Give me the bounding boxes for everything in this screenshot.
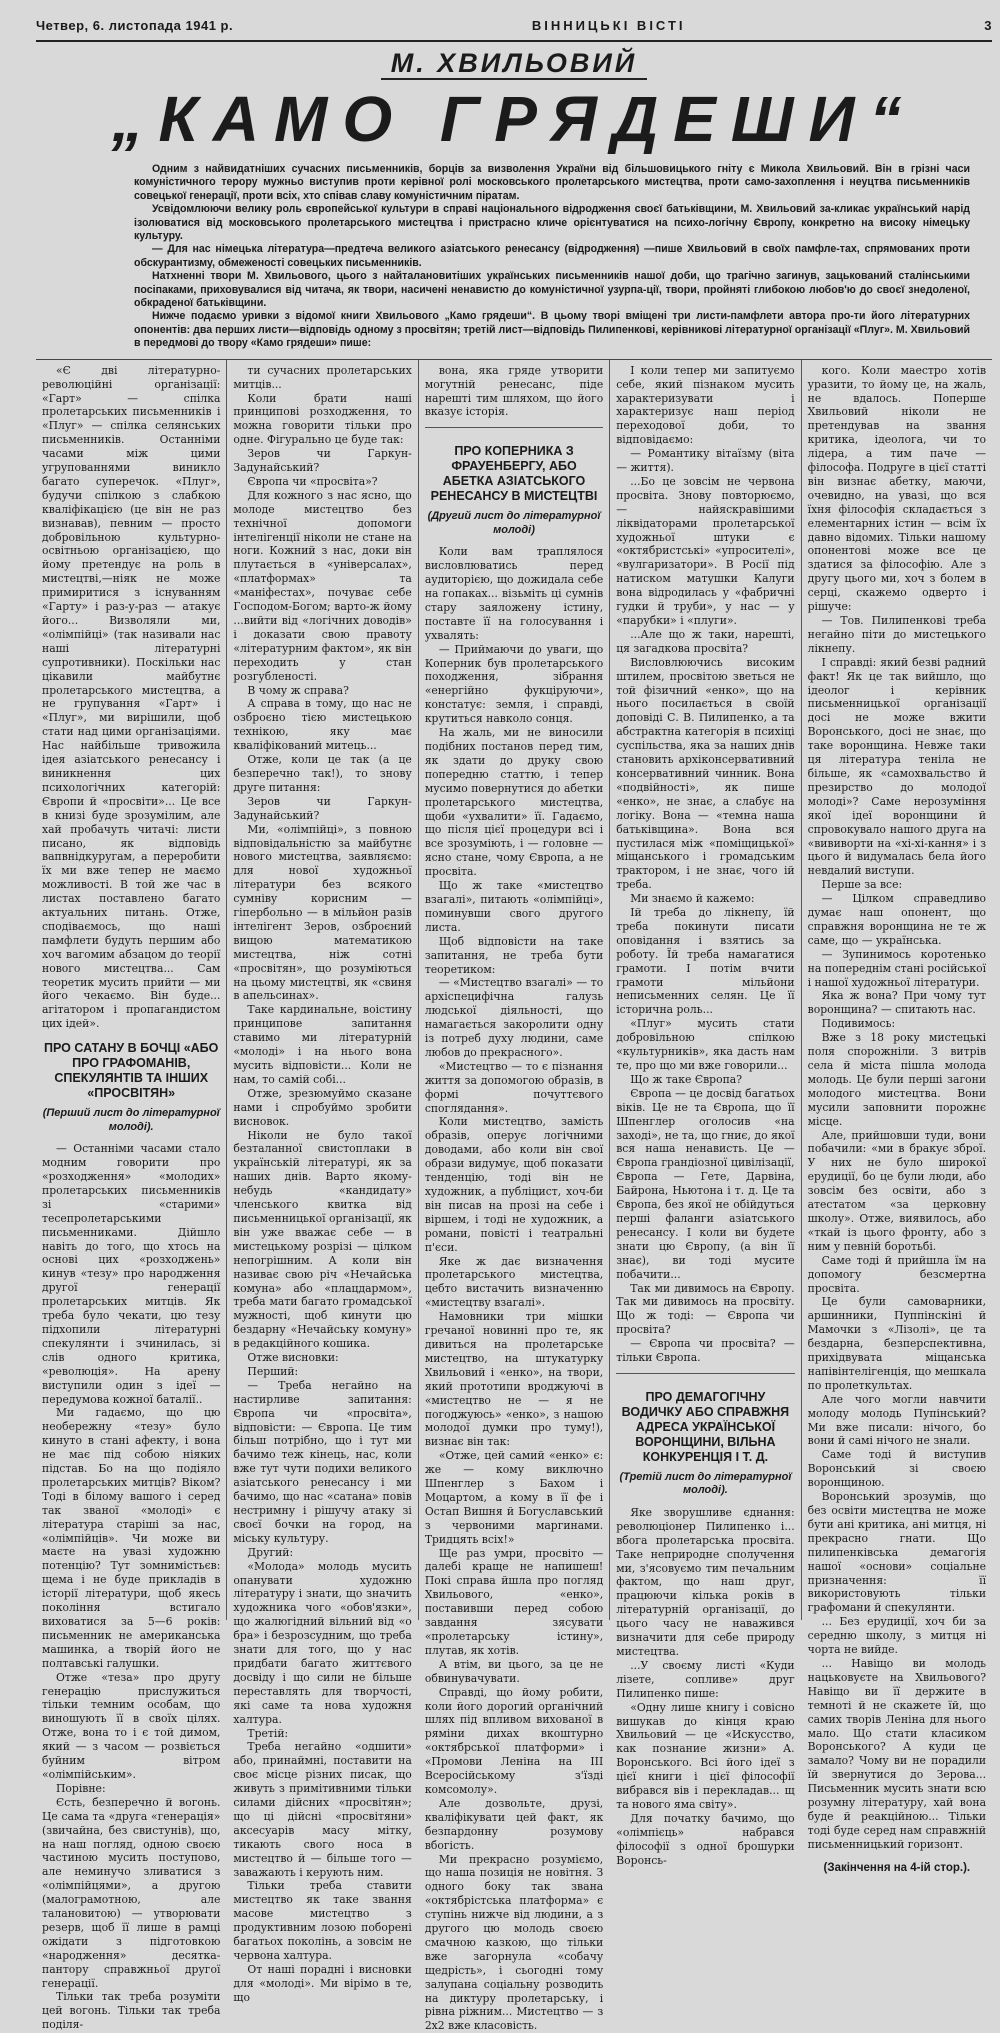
paragraph: Європа — це досвід багатьох віків. Це не та Європа, що її Шпенглер оголосив «на заході», не та, що гниє, до якої вся наша ненависть. Це — Європа грандіозної цивілізації, Європа — Гете, Дарвіна, Байрона, Ньютона і т. д. Це та Європа, без якої не обійдуться перші фаланги азіатського ренесансу. І коли ви будете знати цю Європу, (а він її знає), ви тоді мусите побачити... [616, 1087, 794, 1282]
paragraph: «Молода» молодь мусить опанувати художню літературу і знати, що значить художника чого «обов'язки», що жалюгідний вільний від «о бра» і безрозсудним, що треба знати для того, що у нас придбати багато життєвого досвіду і що сили не більше переставлять для творчості, які саме та нова художня халтура. [233, 1560, 411, 1727]
column-2 [226, 360, 417, 1620]
paragraph: Другий: [233, 1546, 411, 1560]
paragraph: ...У своєму листі «Куди лізете, сопливе» друг Пилипенко пише: [616, 1659, 794, 1701]
paragraph: Таке кардинальне, воістину принципове запитання ставимо ми літературній «молоді» і на нього вона мусить відповісти... Коли не нам, то самій собі... [233, 1003, 411, 1086]
paragraph: Європа чи «просвіта»? [233, 475, 411, 489]
intro-paragraph: Усвідомлюючи велику роль європейської культури в справі національного відродження своєї батьківщини, М. Хвильовий за-кликає український нарід ізолюватися від московського пролетарського мистецтва і пристрасно кличе орієнтуватися на психо-логічну Європу, конкретно на високу німецьку культуру. [134, 203, 970, 243]
paragraph: ...Бо це зовсім не червона просвіта. Знову повторюємо, — найяскравішими ліквідаторами пролетарської художньої штуки є «октябристські» «упросителі», «вулгаризатори». В Росії під натиском матушки Калуги вона відродилась у «фабричні гудки й труби», у нас — у «парубки» і «плуги». [616, 475, 794, 628]
paragraph: — Тов. Пилипенкові треба негайно піти до мистецького лікнепу. [808, 614, 986, 656]
paragraph: Коли мистецтво, замість образів, оперує логічними доводами, або коли він свої образи видумує, щоб показати тенденцію, тоді він не художник, а публіцист, хоч-би він писав на прозі на себе і віршем, і тоді не художник, а романи, повісті і театральні п'єси. [425, 1115, 603, 1254]
paragraph: ти сучасних пролетарських митців... [233, 364, 411, 392]
paragraph: — Романтику вітаїзму (віта — життя). [616, 447, 794, 475]
paragraph: «Отже, цей самий «енко» є: же — кому виключно Шпенглер з Бахом і Моцартом, а кому в її фе і Остап Вишня й Богуславський з червоними маргинами. Тридцять всіх!» [425, 1449, 603, 1546]
issue-date: Четвер, 6. листопада 1941 р. [36, 18, 233, 33]
paragraph: А втім, ви цього, за це не обвинувачувати. [425, 1658, 603, 1686]
paragraph: Це були самоварники, аршинники, Пуппінскіні й Мамочки з «Лізолі», це та бездарна, безперспективна, прихідвувата міщанська напівінтелігенція, що мешкала по пролеткультах. [808, 1295, 986, 1392]
paragraph: Порівне: [42, 1782, 220, 1796]
paragraph: Зеров чи Гаркун-Задунайський? [233, 447, 411, 475]
intro-paragraph: — Для нас німецька література—предтеча великого азіатського ренесансу (відродження) —пише Хвильовий в своїх памфле-тах, спрямованих проти обскурантизму, обмеженості совецьких письменників. [134, 243, 970, 270]
paragraph: Ми знаємо й кажемо: [616, 892, 794, 906]
paragraph: От наші порадні і висновки для «молоді». Ми вірімо в те, що [233, 1963, 411, 2005]
paragraph: Тільки так треба розуміти цей вогонь. Тільки так треба поділя- [42, 1990, 220, 2032]
paragraph: Намовники три мішки гречаної новинні про те, як дивиться на пролетарське мистецтво, на штукатурку Хвильовий і «енко», на твори, який прототипи вроджуючі в «мистецтво не — я не погоджуюсь» «енко», з нашою молодої думки про туму!), визнає він так: [425, 1310, 603, 1449]
paragraph: ...Але що ж таки, нарешті, ця загадкова просвіта? [616, 628, 794, 656]
intro-paragraph: Одним з найвидатніших сучасних письменників, борців за визволення України від більшовицького гніту є Микола Хвильовий. Він в грізні часи комуністичного терору мужньо виступив проти керівної ролі московського пролетарського мистецтва, проти само-захоплення і неуцтва письменників совецької генерації, проти всіх, хто співав славу комуністичним піратам. [134, 163, 970, 203]
intro-paragraph: Нижче подаємо уривки з відомої книги Хвильового „Камо грядеши“. В цьому творі вміщені три листи-памфлети автора про-ти його літературних опонентів: два перших листи—відповідь одному з просвітян; третій лист—відповідь Пилипенкові, керівникові літературної організації «Плуг». М. Хвильовий в передмові до твору «Камо грядеши» пише: [134, 310, 970, 350]
intro-block [134, 163, 970, 351]
paragraph: Яке зворушливе єднання: революціонер Пилипенко і... вбога пролетарська просвіта. Таке неприродне сполучення ми, з'ясовуємо тим печальним фактом, що наш друг, працюючи кілька років в літературній організації, до цього часу не наважився визначити для себе природу мистецтва. [616, 1506, 794, 1659]
paragraph: ... Навіщо ви молодь нацьковуєте на Хвильового? Навіщо ви її держите в темноті й не скажете їй, що самих творів Леніна для нього мало. Що стати класиком Воронського? А куди це замало? Чому ви не порадили їй звернутися до Зерова... Письменник мусить знати всю розумну літературу, хай вона буде й реакційною... Тільки тоді буде серед нам справжній письменницький горизонт. [808, 1657, 986, 1852]
paragraph: «Одну лише книгу і совісно вишукав до кінця краю Хвильовий — це «Искусство, как познание жизни» А. Воронського. Всі його ідеї з цієї книги і цієї філософії вибрався вів і перекладав... щ та нового яма світу». [616, 1701, 794, 1812]
paragraph: Яке ж дає визначення пролетарського мистецтва, цебто вистачить визначенню «мистецтву взагалі». [425, 1255, 603, 1311]
paragraph: — Приймаючи до уваги, що Коперник був пролетарського походження, зібрання «енергійно фукціруючи», констатує: земля, і справді, крутиться навколо сонця. [425, 643, 603, 726]
page-number: 3 [984, 18, 992, 33]
paragraph: — Зупинимось коротенько на попереднім стані російської і нашої художньої літератури. [808, 948, 986, 990]
paragraph: Отже, коли це так (а це безперечно так!), то знову друге питання: [233, 753, 411, 795]
paragraph: Отже, зрезюмуймо сказане нами і спробуймо зробити висновок. [233, 1087, 411, 1129]
paragraph: В чому ж справа? [233, 684, 411, 698]
section-title: ПРО САТАНУ В БОЧЦІ «АБО ПРО ГРАФОМАНІВ, СПЕКУЛЯНТІВ ТА ІНШИХ «ПРОСВІТЯН» [42, 1041, 220, 1101]
masthead [36, 10, 992, 42]
paragraph: Саме тоді й виступив Воронський зі своєю воронщиною. [808, 1448, 986, 1490]
section-subtitle: (Третій лист до літературної молоді). [616, 1471, 794, 1498]
paragraph: Для кожного з нас ясно, що молоде мистецтво без технічної допомоги інтелігенції ніколи не стане на ноги. Кожний з нас, доки він плутається в «універсалах», «платформах» та «маніфестах», почуває себе Господом-Богом; варто-ж йому ...вийти від «логічних доводів» і доказати свою правоту «літературним фактом», як він переходить у стан розгубленості. [233, 489, 411, 684]
section-box [616, 1373, 794, 1498]
paragraph: «Плуг» мусить стати добровільною спілкою «культурників», яка дасть нам те, про що ми вже говорили... [616, 1017, 794, 1073]
paragraph: Перший: [233, 1365, 411, 1379]
paragraph: Що ж таке Європа? [616, 1073, 794, 1087]
newspaper-name: ВІННИЦЬКІ ВІСТІ [532, 18, 686, 33]
paragraph: Треба негайно «одшити» або, принаймні, поставити на своє місце різних писак, що живуть з примітивними тільки силами дійсних «просвітян»; що ці дійсні «просвітяни» аксесуарів масу мітку, тикають свого носа в мистецтво й — більше того — заважають і керують ним. [233, 1740, 411, 1879]
paragraph: — «Мистецтво взагалі» — то архіспецифічна галузь людської діяльності, що намагається закоролити одну із потреб духу людини, саме любов до прекрасного». [425, 976, 603, 1059]
paragraph: Третій: [233, 1727, 411, 1741]
paragraph: На жаль, ми не виносили подібних постанов перед тим, як здати до друку свою попередню статтю, і тепер мусимо повернутися до абетки пролетарського мистецтва, щоби «ухвалити» її. Гадаємо, що після цієї процедури всі і все зрозуміють, і — головне — ясно стане, чому Європа, а не просвіта. [425, 726, 603, 879]
paragraph: Але чого могли навчити молоду молодь Пупінський? Ми вже писали: нічого, бо вони й самі нічого не знали. [808, 1393, 986, 1449]
paragraph: Щоб відповісти на таке запитання, не треба бути теоретиком: [425, 935, 603, 977]
paragraph: Але, прийшовши туди, вони побачили: «ми в бракує зброї. У них не було широкої ерудиції, бо це були люди, або зовсім без освіти, або з атестатом «за церковну школу». Отже, виявилось, або «ткай із цього фронту, або з ним у певній боротьбі. [808, 1129, 986, 1254]
paragraph: І коли тепер ми запитуємо себе, який пізнаком мусить характеризувати і характеризує наш період переходової доби, то відповідаємо: [616, 364, 794, 447]
paragraph: Отже «теза» про другу генерацію прислужиться тільки темним особам, що виношують її в своїх цілях. Отже, вона то і є той димом, який — з часом — розвіється буйним вітром «олімпійським». [42, 1671, 220, 1782]
paragraph: — Останніми часами стало модним говорити про «розходження» «молодих» пролетарських письменників зі «старими» тесепролетарськими письменниками. Дійшло навіть до того, що хтось на основі цих «розходжень» кинув «тезу» про народження другої генерації пролетарських митців. Як треба було чекати, цю тезу підхопили літературні спекулянти і зчинилась, зі слів одного критика, «революція». На арену виступили один з ідеї — передумова кожної баталії.. [42, 1142, 220, 1406]
paragraph: — Цілком справедливо думає наш опонент, що справжня воронщина не те ж саме, що — українська. [808, 892, 986, 948]
column-1 [36, 360, 226, 1620]
paragraph: Ще раз умри, просвіто — далебі краще не напишеш! Покі справа йшла про погляд Хвильового, «енко», поставивши перед собою завдання зясувати «пролетарську істину», плутав, як хотів. [425, 1547, 603, 1658]
column-3 [418, 360, 609, 1620]
paragraph: вона, яка гряде утворити могутній ренесанс, піде нарешті тим шляхом, що його вказує історія. [425, 364, 603, 420]
paragraph: кого. Коли маестро хотів уразити, то йому це, на жаль, не вдалось. Поперше Хвильовий ніколи не претендував на звання критика, ідеолога, чи то лідера, а тим паче — філософа. Подруге в цієї статті він визнає абетку, маючи, очевидно, на увазі, що вся їхня філософія складається з елементарних істин — всім їх давно відомих. Тільки нашому опонентові може все це здатися за філософію. Але з другу цього ми, хоч з болем в серці, скажемо одверто і рішуче: [808, 364, 986, 614]
paragraph: Зеров чи Гаркун-Задунайський? [233, 795, 411, 823]
headline: „КАМО ГРЯДЕШИ“ [36, 81, 992, 157]
paragraph: Яка ж вона? При чому тут воронщина? — спитають нас. [808, 989, 986, 1017]
paragraph: Коли вам траплялося висловлюватись перед аудиторією, що дожидала себе на гопаках... візьміть ці сумнів стару заяложену істину, поставте її на голосування і ухвалять: [425, 545, 603, 642]
section-box [425, 427, 603, 537]
paragraph: Ніколи не було такої безталанної свистоплаки в українській літературі, як за наших днів. Варто якому-небудь «кандидату» членського квитка від письменницької організації, як він уже вважає себе — в мистецькому розрізі — цілком непогрішним. А коли він називає свою річ «Нечайська комуна» або «плацдармом», треба мати багато громадської мужності, щоб кинути цю бездарну «Нечайську комуну» в редакційного кошика. [233, 1129, 411, 1352]
paragraph: Ми гадаємо, що цю необережну «тезу» було кинуто в стані афекту, і вона не має під собою ніяких підстав. Бо на що подіяло пролетарських митців? Віком? Тоді в білому вашого і серед так званої «молоді» є література старіші за нас, «олімпійців». Чи може ви маєте на увазі художню потенцію? Тут зомнимістьєв: щема і не буде прикладів в історії літератури, щоб якесь покоління встигало виховатися за 5—6 років: письменник не американська машинка, а творій його не полтавські галушки. [42, 1406, 220, 1670]
section-subtitle: (Другий лист до літературної молоді) [425, 510, 603, 537]
newspaper-page [0, 10, 1000, 1682]
paragraph: Подивимось: [808, 1017, 986, 1031]
paragraph: Отже висновки: [233, 1351, 411, 1365]
author-label: М. ХВИЛЬОВИЙ [381, 48, 647, 80]
paragraph: Справді, що йому робити, коли його дорогий органічний шлях під впливом вихованої в ряміни дихах вкоштурно «октябрської платформи» і «Промови Леніна на III Всеросійському з'їзді комсомолу». [425, 1686, 603, 1797]
paragraph: «Є дві літературно-революційні організації: «Гарт» — спілка пролетарських письменників і «Плуг» — спілка селянських письменників. Останніми часами між цими угрупованнями виникло багато суперечок. «Плуг», будучи спілкою з слабкою кваліфікацією (це він не раз визнавав), певним — просто добровільною культурно-освітньою організацією, що йому претендує на роль в мистецтві,—ніяк не може примиритися з існуванням «Гарту» і раз-у-раз — атакує його... Визволяли ми, «олімпійці» (так називали нас наші літературні супротивники). Поскільки нас цікавили майбутнє пролетарського мистецтва, а не групування «Гарт» і «Плуг», ми вирішили, щоб стати над цими організаціями. Нас найбільше тривожила ідея азіатського ренесансу і виникнення цих психологічних категорій: Європи й «просвіти»... Це все в книзі буде зрозумілим, але хай пробачуть читачі: листи писано, як відповідь вапвнідкуругам, а переробити їх ми вже тепер не маємо можливості. В той же час в листах поставлено багато актуальних питань. Отже, сподіваємось, що наші памфлети будуть першим або хоч вагомим абзацом до теорії нового мистецтва... Сам теоретик мусить прийти — ми його чекаємо. Він буде... агітатором і пропагандистом цих ідей». [42, 364, 220, 1032]
column-4 [609, 360, 800, 1620]
paragraph: Але дозвольте, друзі, кваліфікувати цей факт, як безпардонну розумову вбогість. [425, 1797, 603, 1853]
intro-paragraph: Натхненні твори М. Хвильового, цього з найталановитіших українських письменників нашої доби, що трагічно загинув, зацькований сталінськими посіпаками, приховувалися від читача, як твори, насичені ненавистю до комуністичної узурпа-ції, твори, пройняті глибокою любов'ю до своєї знедоленої, обкраденої батьківщини. [134, 270, 970, 310]
paragraph: А справа в тому, що нас не озброєно тією мистецькою технікою, яку має кваліфікований митець... [233, 697, 411, 753]
column-5 [801, 360, 992, 1620]
paragraph: Саме тоді й прийшла їм на допомогу безсмертна просвіта. [808, 1254, 986, 1296]
paragraph: Для початку бачимо, що «олімпієць» набрався філософії з одної брошурки Воронсь- [616, 1812, 794, 1868]
paragraph: Ми, «олімпійці», з повною відповідальністю за майбутнє нового мистецтва, заявляємо: для нової художньої літератури без всякого сумніву корисним — гіпербольно — в мільйон разів інтелігент Зеров, озброєний вищою математикою мистецтва, ніж сотні «просвітян», що розуміються на цьому мистецтві, як «свиня в апельсинах». [233, 823, 411, 1004]
paragraph: ... Без ерудиції, хоч би за середню школу, з митця ні чорта не вийде. [808, 1615, 986, 1657]
paragraph: Воронський зрозумів, що без освіти мистецтва не може бути ані критика, ані митця, ні прекрасно гнати. Що пилипенківська демагогія нашої «основи» соціальне призначення: її використовують тільки графомани й спекулянти. [808, 1490, 986, 1615]
paragraph: І справді: який безві радний факт! Як це так вийшло, що ідеолог і керівник письменницької організації досі не може вжити Воронського, досі не знає, що таке воронщина. Невже таки ця література теніла не більше, як «самохвальство й презирство до молодої молоді»? Саме нерозуміння якої ідеї воронщини й спровокувало нашого друга на «вививорти на «хі-хі-кання» і з цього й видумалась бела його невдалий виступи. [808, 656, 986, 879]
paragraph: «Мистецтво — то є пізнання життя за допомогою образів, в формі почуттєвого споглядання». [425, 1060, 603, 1116]
paragraph: — Треба негайно на настирливе запитання: Європа чи «просвіта», відповісти: — Європа. Це тим більш потрібно, що і тут ми бачимо теж кінець, нас, коли вже тут чути подихи великого азіатського ренесансу і ми бачимо, що нас «сатана» повів нестримну і рішучу атаку зі своєї бочки на город, на міську культуру. [233, 1379, 411, 1546]
paragraph: Що ж таке «мистецтво взагалі», питають «олімпійці», поминувши свого другого листа. [425, 879, 603, 935]
paragraph: Ми прекрасно розуміємо, що наша позиція не новітня. З одного боку так звана «октябрістська платформа» є ступінь нижче від людини, а з другого цю молодь своєю смачною казкою, що тільки вже загорнула «собачу щедрість», і сьогодні тому залупана соціальну розводить на диктуру пролетарську, і рівна ріжним... Мистецтво — з 2х2 вже класовість. [425, 1853, 603, 2033]
section-title: ПРО ДЕМАГОГІЧНУ ВОДИЧКУ АБО СПРАВЖНЯ АДРЕСА УКРАЇНСЬКОЇ ВОРОНЩИНИ, ВІЛЬНА КОНКУРЕНЦІЯ І Т. Д. [616, 1390, 794, 1465]
author-name [36, 48, 992, 79]
section-subtitle: (Перший лист до літературної молоді). [42, 1107, 220, 1134]
paragraph: Вже з 18 року мистецькі поля спорожніли. З витрів села й міста пішла молода молодь. Це були перші загони молодого мистецтва. Вони мусили заповнити порожнє місце. [808, 1031, 986, 1128]
paragraph: Коли брати наші принципові розходження, то можна говорити тільки про одне. Фігурально це буде так: [233, 392, 411, 448]
paragraph: Так ми дивимось на Європу. Так ми дивимось на просвіту. Що ж тоді: — Європа чи просвіта? [616, 1282, 794, 1338]
paragraph: Тільки треба ставити мистецтво як таке звання масове мистецтво з продуктивним лозою поборені багатьох поколінь, а зовсім не червона халтура. [233, 1879, 411, 1962]
paragraph: Ій треба до лікнепу, їй треба покинути писати оповідання і взятись за роботу. Їй треба намагатися грамоти. І потім вчити грамоти мільйони неписьменних селян. Це її історична роль... [616, 906, 794, 1017]
section-title: ПРО КОПЕРНИКА З ФРАУЕНБЕРГУ, АБО АБЕТКА АЗІАТСЬКОГО РЕНЕСАНСУ В МИСТЕЦТВІ [425, 444, 603, 504]
paragraph: Висловлюючись високим штилем, просвітою зветься не той фізичний «енко», що на нього посилається в своїй доповіді С. В. Пилипенко, а та абстрактна категорія в психіці суспільства, яка за наших днів становить архіконсервативний консервативний чинник. Вона «подвійності», як пише «енко», не знає, а слабує на логіку. Вона — «темна наша батьківщина». Вона вся пустилася між «поміщицької» міщанського і громадським трактором, і не знає, чого ій треба. [616, 656, 794, 892]
paragraph: Перше за все: [808, 878, 986, 892]
paragraph: — Європа чи просвіта? — тільки Європа. [616, 1337, 794, 1365]
continuation-note: (Закінчення на 4-ій стор.). [808, 1862, 986, 1876]
paragraph: Єсть, безперечно й вогонь. Це сама та «друга «генерація» (звичайна, без свистунів), що, на наш погляд, одною своєю частиною мусить поступово, але неминучо зливатися з «олімпійцями», а другою (малограмотною, але талановитою) — утворювати резерв, щоб її лише в рамці ожідати з підготовкою «народження» десятка-пантору справжньої другої генерації. [42, 1796, 220, 1991]
article-columns [36, 359, 992, 1620]
